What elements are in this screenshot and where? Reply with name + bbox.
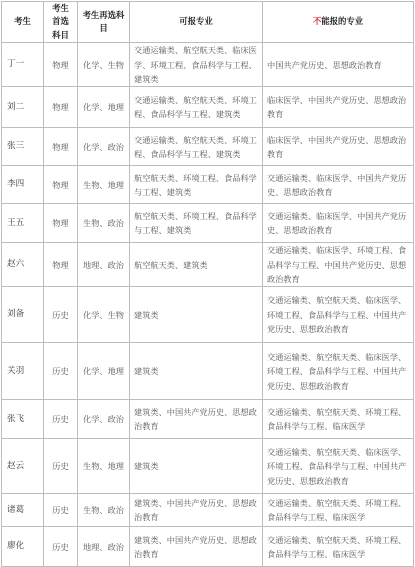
student-name: 张三 [2,128,44,166]
first-choice-cell: 物理 [44,166,78,204]
second-choice-cell: 地理、政治 [78,243,130,287]
eligible-majors-cell: 建筑类、中国共产党历史、思想政治教育 [130,527,263,567]
ineligible-majors-cell: 交通运输类、临床医学、中国共产党历史、思想政治教育 [263,204,414,243]
table-row [2,166,414,204]
student-name: 王五 [2,204,44,243]
eligible-majors-cell: 建筑类 [130,343,263,400]
table-row [2,400,414,439]
student-name: 丁一 [2,43,44,87]
header-ineligible-majors [263,2,414,43]
header-ineligible-prefix: 不 [312,16,322,27]
eligible-majors-cell: 建筑类 [130,439,263,494]
header-student: 考生 [2,2,44,43]
ineligible-majors-cell: 交通运输类、临床医学、环境工程、食品科学与工程、中国共产党历史、思想政治教育 [263,243,414,287]
first-choice-cell: 物理 [44,204,78,243]
second-choice-cell: 化学、政治 [78,128,130,166]
header-ineligible-rest: 能报的专业 [321,16,364,27]
first-choice-cell: 历史 [44,494,78,527]
eligible-majors-cell: 交通运输类、航空航天类、环境工程、食品科学与工程、建筑类 [130,87,263,128]
first-choice-cell: 历史 [44,439,78,494]
eligible-majors-cell: 建筑类、中国共产党历史、思想政治教育 [130,494,263,527]
table-row [2,494,414,527]
ineligible-majors-cell: 临床医学、中国共产党历史、思想政治教育 [263,87,414,128]
table-row [2,87,414,128]
eligible-majors-cell: 航空航天类、环境工程、食品科学与工程、建筑类 [130,204,263,243]
student-name: 李四 [2,166,44,204]
second-choice-cell: 生物、政治 [78,204,130,243]
header-second-choice: 考生再选科目 [78,2,130,43]
first-choice-cell: 历史 [44,527,78,567]
table-row [2,243,414,287]
second-choice-cell: 化学、地理 [78,343,130,400]
eligible-majors-cell: 交通运输类、航空航天类、环境工程、食品科学与工程、建筑类 [130,128,263,166]
eligible-majors-cell: 建筑类 [130,287,263,343]
ineligible-majors-cell: 交通运输类、航空航天类、临床医学、环境工程、食品科学与工程、中国共产党历史、思想政治教育 [263,439,414,494]
eligible-majors-cell: 建筑类、中国共产党历史、思想政治教育 [130,400,263,439]
second-choice-cell: 生物、地理 [78,166,130,204]
first-choice-cell: 物理 [44,43,78,87]
table-row [2,527,414,567]
table-row [2,343,414,400]
subject-major-table [1,1,414,567]
student-name: 赵云 [2,439,44,494]
first-choice-cell: 物理 [44,87,78,128]
second-choice-cell: 生物、政治 [78,494,130,527]
ineligible-majors-cell: 临床医学、中国共产党历史、思想政治教育 [263,128,414,166]
first-choice-cell: 历史 [44,287,78,343]
student-name: 刘备 [2,287,44,343]
ineligible-majors-cell: 交通运输类、临床医学、中国共产党历史、思想政治教育 [263,166,414,204]
second-choice-cell: 地理、政治 [78,527,130,567]
student-name: 刘二 [2,87,44,128]
ineligible-majors-cell: 交通运输类、航空航天类、环境工程、食品科学与工程、临床医学 [263,494,414,527]
ineligible-majors-cell: 交通运输类、航空航天类、临床医学、环境工程、食品科学与工程、中国共产党历史、思想政治教育 [263,287,414,343]
second-choice-cell: 化学、生物 [78,287,130,343]
first-choice-cell: 历史 [44,400,78,439]
second-choice-cell: 化学、政治 [78,400,130,439]
header-row [2,2,414,43]
student-name: 诸葛 [2,494,44,527]
table-row [2,204,414,243]
ineligible-majors-cell: 交通运输类、航空航天类、临床医学、环境工程、食品科学与工程、中国共产党历史、思想政治教育 [263,343,414,400]
eligible-majors-cell: 航空航天类、建筑类 [130,243,263,287]
ineligible-majors-cell: 交通运输类、航空航天类、环境工程、食品科学与工程、临床医学 [263,527,414,567]
header-first-choice: 考生首选科目 [44,2,78,43]
second-choice-cell: 化学、生物 [78,43,130,87]
table-row [2,43,414,87]
ineligible-majors-cell: 交通运输类、航空航天类、环境工程、食品科学与工程、临床医学 [263,400,414,439]
second-choice-cell: 生物、地理 [78,439,130,494]
student-name: 关羽 [2,343,44,400]
header-eligible-majors: 可报专业 [130,2,263,43]
table-row [2,128,414,166]
ineligible-majors-cell: 中国共产党历史、思想政治教育 [263,43,414,87]
student-name: 赵六 [2,243,44,287]
first-choice-cell: 物理 [44,128,78,166]
second-choice-cell: 化学、地理 [78,87,130,128]
first-choice-cell: 历史 [44,343,78,400]
eligible-majors-cell: 交通运输类、航空航天类、临床医学、环境工程、食品科学与工程、建筑类 [130,43,263,87]
first-choice-cell: 物理 [44,243,78,287]
student-name: 廖化 [2,527,44,567]
student-name: 张飞 [2,400,44,439]
eligible-majors-cell: 航空航天类、环境工程、食品科学与工程、建筑类 [130,166,263,204]
table-row [2,439,414,494]
table-row [2,287,414,343]
